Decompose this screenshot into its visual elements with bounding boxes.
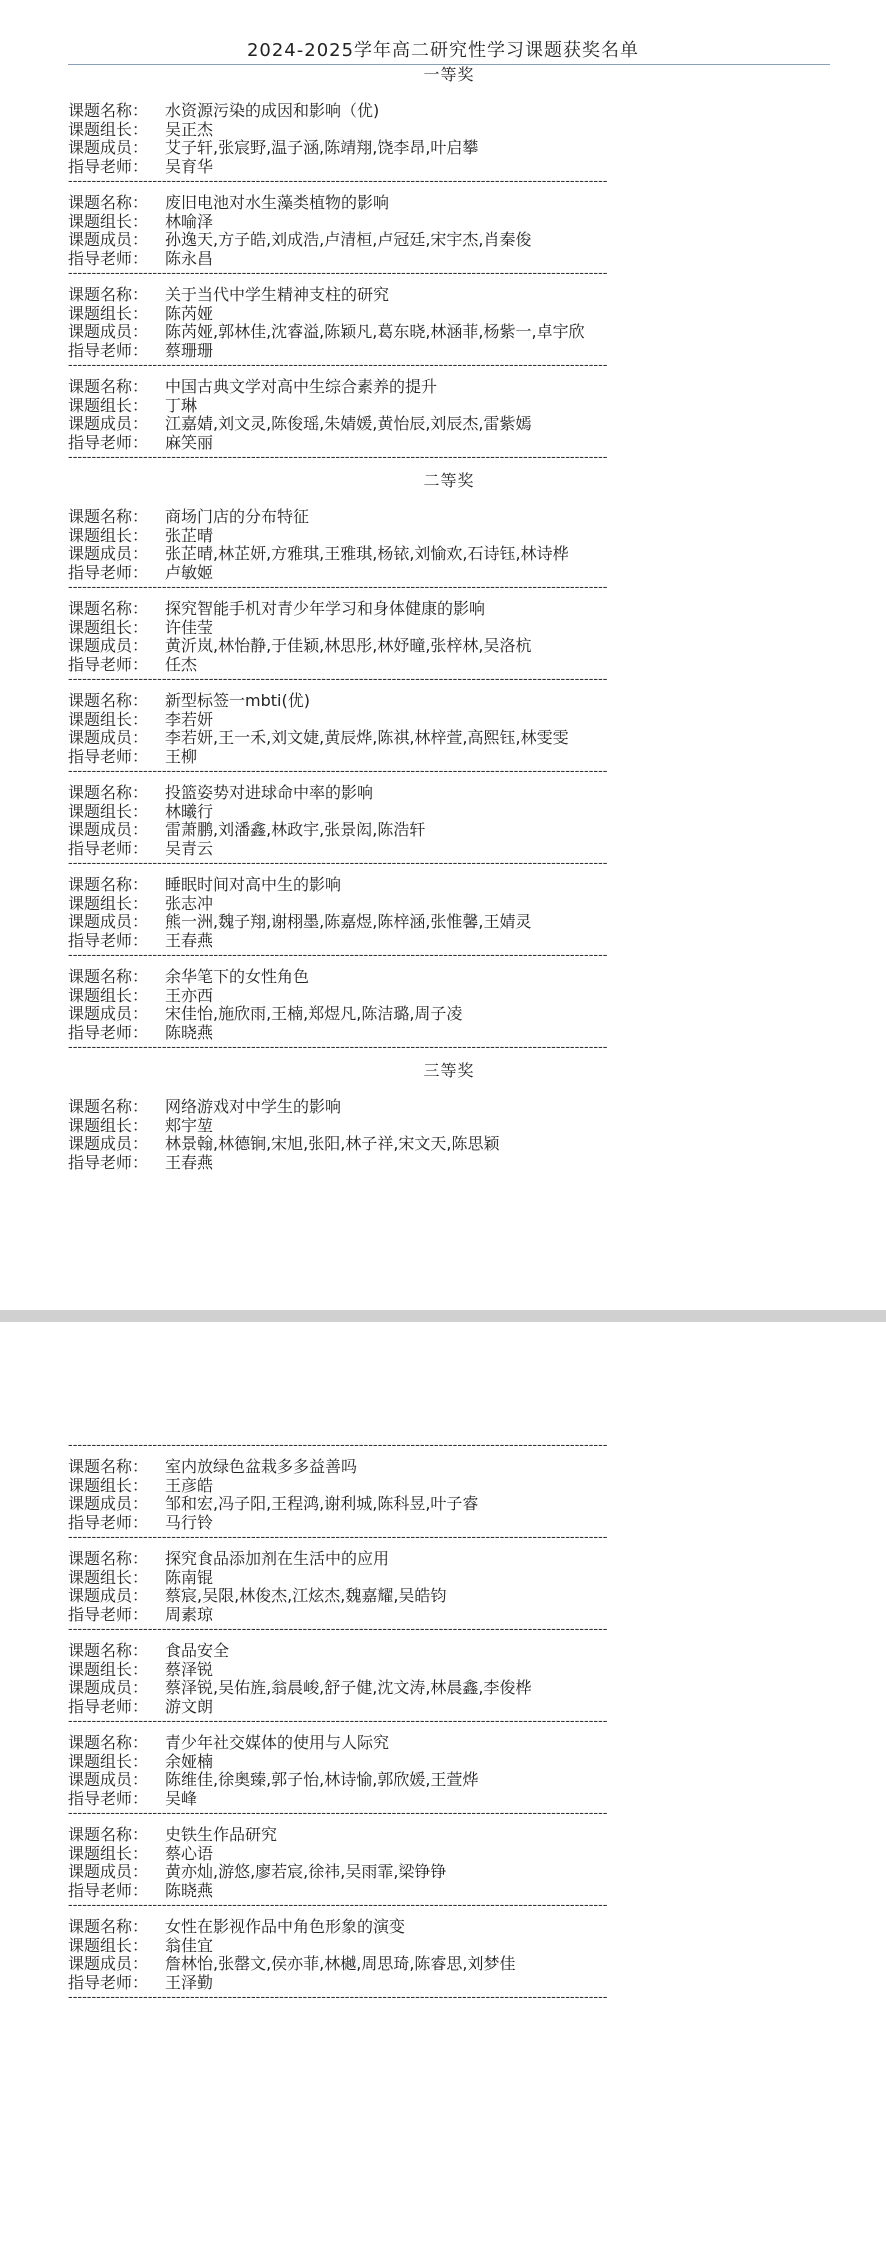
project-members-label: 课题成员： — [68, 1004, 149, 1023]
project-members-row — [68, 323, 830, 342]
project-leader-label: 课题组长： — [68, 1115, 149, 1135]
project-name-row — [68, 1098, 830, 1117]
project-members-value: 雷萧鹏,刘潘鑫,林政宇,张景闳,陈浩轩 — [165, 820, 426, 839]
project-members-value: 张芷晴,林芷妍,方雅琪,王雅琪,杨铱,刘愉欢,石诗钰,林诗桦 — [165, 544, 569, 563]
project-leader-row — [68, 305, 830, 324]
project-entry — [68, 286, 830, 360]
project-members-label: 课题成员： — [68, 728, 149, 747]
project-teacher-row — [68, 564, 830, 583]
project-leader-label: 课题组长： — [68, 1659, 149, 1679]
project-members-row — [68, 913, 830, 932]
project-entry — [68, 876, 830, 950]
project-leader-value: 陈南锟 — [165, 1567, 214, 1587]
project-name-value: 食品安全 — [165, 1641, 230, 1660]
document-page-2 — [0, 1322, 886, 2258]
project-teacher-row — [68, 1514, 830, 1533]
separator-line: ------------------------------------------------------------------------------------------------------------------- — [68, 950, 608, 962]
separator-line: ------------------------------------------------------------------------------------------------------------------- — [68, 1624, 608, 1636]
project-name-row — [68, 692, 830, 711]
project-teacher-row — [68, 1154, 830, 1173]
project-name-label: 课题名称： — [68, 1733, 149, 1752]
project-members-label: 课题成员： — [68, 636, 149, 655]
project-members-row — [68, 1135, 830, 1154]
project-teacher-value: 卢敏姬 — [165, 562, 214, 582]
separator-line: ------------------------------------------------------------------------------------------------------------------- — [68, 1992, 608, 2004]
project-members-row — [68, 1771, 830, 1790]
project-entry — [68, 692, 830, 766]
project-leader-label: 课题组长： — [68, 985, 149, 1005]
project-name-label: 课题名称： — [68, 1549, 149, 1568]
project-leader-label: 课题组长： — [68, 709, 149, 729]
project-entry — [68, 1734, 830, 1808]
project-name-value: 商场门店的分布特征 — [165, 507, 310, 526]
project-entry — [68, 1918, 830, 1992]
project-leader-value: 蔡泽锐 — [165, 1659, 214, 1679]
project-members-row — [68, 821, 830, 840]
project-teacher-row — [68, 840, 830, 859]
project-members-label: 课题成员： — [68, 1134, 149, 1153]
project-teacher-row — [68, 250, 830, 269]
project-teacher-label: 指导老师： — [68, 1604, 149, 1624]
project-leader-label: 课题组长： — [68, 525, 149, 545]
project-members-value: 艾子轩,张宸野,温子涵,陈靖翔,饶李昂,叶启攀 — [165, 138, 479, 157]
project-leader-label: 课题组长： — [68, 893, 149, 913]
project-name-value: 网络游戏对中学生的影响 — [165, 1097, 342, 1116]
document-title: 2024-2025学年高二研究性学习课题获奖名单 — [246, 40, 640, 61]
project-members-value: 蔡宸,吴限,林俊杰,江炫杰,魏嘉耀,吴皓钧 — [165, 1586, 447, 1605]
project-leader-row — [68, 1845, 830, 1864]
project-teacher-label: 指导老师： — [68, 1022, 149, 1042]
project-leader-value: 蔡心语 — [165, 1843, 214, 1863]
project-members-label: 课题成员： — [68, 912, 149, 931]
project-name-value: 女性在影视作品中角色形象的演变 — [165, 1917, 406, 1936]
project-leader-row — [68, 895, 830, 914]
project-name-label: 课题名称： — [68, 691, 149, 710]
project-name-row — [68, 968, 830, 987]
project-members-row — [68, 729, 830, 748]
project-leader-value: 余娅楠 — [165, 1751, 214, 1771]
project-leader-row — [68, 987, 830, 1006]
heading-spacing — [68, 1082, 830, 1098]
project-teacher-value: 王泽勤 — [165, 1972, 214, 1992]
project-members-row — [68, 1955, 830, 1974]
project-leader-row — [68, 1477, 830, 1496]
project-name-label: 课题名称： — [68, 967, 149, 986]
project-name-label: 课题名称： — [68, 101, 149, 120]
separator-line: ------------------------------------------------------------------------------------------------------------------- — [68, 452, 608, 464]
project-entry — [68, 378, 830, 452]
project-members-label: 课题成员： — [68, 414, 149, 433]
prize-level-heading: 一等奖 — [423, 65, 475, 84]
separator-line: ------------------------------------------------------------------------------------------------------------------- — [68, 1440, 608, 1452]
project-name-label: 课题名称： — [68, 285, 149, 304]
project-name-row — [68, 1826, 830, 1845]
project-name-row — [68, 378, 830, 397]
project-leader-row — [68, 1937, 830, 1956]
separator-line: ------------------------------------------------------------------------------------------------------------------- — [68, 1532, 608, 1544]
project-teacher-label: 指导老师： — [68, 1880, 149, 1900]
project-name-row — [68, 876, 830, 895]
project-leader-row — [68, 213, 830, 232]
project-leader-value: 许佳莹 — [165, 617, 214, 637]
project-leader-label: 课题组长： — [68, 1843, 149, 1863]
project-members-label: 课题成员： — [68, 1586, 149, 1605]
prize-level-heading: 二等奖 — [423, 471, 475, 490]
project-leader-label: 课题组长： — [68, 303, 149, 323]
project-teacher-label: 指导老师： — [68, 562, 149, 582]
project-entry — [68, 1098, 830, 1172]
separator-line: ------------------------------------------------------------------------------------------------------------------- — [68, 1900, 608, 1912]
project-members-row — [68, 231, 830, 250]
project-entry — [68, 1550, 830, 1624]
project-members-label: 课题成员： — [68, 1862, 149, 1881]
project-leader-row — [68, 803, 830, 822]
project-members-row — [68, 545, 830, 564]
project-leader-label: 课题组长： — [68, 395, 149, 415]
project-name-value: 探究智能手机对青少年学习和身体健康的影响 — [165, 599, 486, 618]
awards-list — [68, 64, 830, 1172]
project-teacher-label: 指导老师： — [68, 1788, 149, 1808]
project-leader-value: 王彦皓 — [165, 1475, 214, 1495]
project-name-value: 史铁生作品研究 — [165, 1825, 278, 1844]
project-entry — [68, 1826, 830, 1900]
project-entry — [68, 968, 830, 1042]
project-teacher-value: 周素琼 — [165, 1604, 214, 1624]
project-entry — [68, 600, 830, 674]
project-members-value: 李若妍,王一禾,刘文婕,黄辰烨,陈祺,林梓萱,高熙钰,林雯雯 — [165, 728, 569, 747]
project-members-label: 课题成员： — [68, 544, 149, 563]
project-members-label: 课题成员： — [68, 1494, 149, 1513]
project-name-label: 课题名称： — [68, 1825, 149, 1844]
project-leader-label: 课题组长： — [68, 617, 149, 637]
project-name-value: 余华笔下的女性角色 — [165, 967, 310, 986]
project-teacher-value: 吴峰 — [165, 1788, 198, 1808]
project-teacher-value: 马行铃 — [165, 1512, 214, 1532]
separator-line: ------------------------------------------------------------------------------------------------------------------- — [68, 1716, 608, 1728]
project-leader-value: 林曦行 — [165, 801, 214, 821]
separator-line: ------------------------------------------------------------------------------------------------------------------- — [68, 582, 608, 594]
project-members-value: 陈维佳,徐奥臻,郭子怡,林诗愉,郭欣媛,王萱烨 — [165, 1770, 479, 1789]
project-members-row — [68, 139, 830, 158]
project-entry — [68, 102, 830, 176]
project-members-row — [68, 1587, 830, 1606]
project-members-label: 课题成员： — [68, 1770, 149, 1789]
project-teacher-row — [68, 932, 830, 951]
separator-line: ------------------------------------------------------------------------------------------------------------------- — [68, 268, 608, 280]
separator-line: ------------------------------------------------------------------------------------------------------------------- — [68, 176, 608, 188]
project-name-label: 课题名称： — [68, 507, 149, 526]
project-entry — [68, 1458, 830, 1532]
project-members-label: 课题成员： — [68, 1954, 149, 1973]
project-name-value: 室内放绿色盆栽多多益善吗 — [165, 1457, 358, 1476]
project-name-value: 青少年社交媒体的使用与人际究 — [165, 1733, 390, 1752]
project-teacher-value: 吴育华 — [165, 156, 214, 176]
project-name-row — [68, 1550, 830, 1569]
project-leader-value: 翁佳宜 — [165, 1935, 214, 1955]
project-entry — [68, 784, 830, 858]
project-teacher-row — [68, 656, 830, 675]
project-name-value: 投篮姿势对进球命中率的影响 — [165, 783, 374, 802]
project-teacher-value: 陈晓燕 — [165, 1022, 214, 1042]
project-name-value: 新型标签一mbti(优) — [165, 691, 310, 710]
project-entry — [68, 194, 830, 268]
project-name-row — [68, 600, 830, 619]
project-teacher-label: 指导老师： — [68, 432, 149, 452]
project-members-value: 江嘉婧,刘文灵,陈俊瑶,朱婧媛,黄怡辰,刘辰杰,雷紫嫣 — [165, 414, 532, 433]
project-teacher-value: 陈晓燕 — [165, 1880, 214, 1900]
project-teacher-label: 指导老师： — [68, 1696, 149, 1716]
project-leader-value: 王亦西 — [165, 985, 214, 1005]
project-leader-row — [68, 1661, 830, 1680]
project-leader-label: 课题组长： — [68, 1475, 149, 1495]
project-members-value: 陈芮娅,郭林佳,沈睿溢,陈颖凡,葛东晓,林涵菲,杨紫一,卓宇欣 — [165, 322, 585, 341]
project-leader-value: 陈芮娅 — [165, 303, 214, 323]
project-leader-value: 张志冲 — [165, 893, 214, 913]
project-leader-row — [68, 1569, 830, 1588]
project-leader-row — [68, 619, 830, 638]
heading-spacing — [68, 86, 830, 102]
project-name-row — [68, 1918, 830, 1937]
separator-line: ------------------------------------------------------------------------------------------------------------------- — [68, 674, 608, 686]
project-leader-row — [68, 527, 830, 546]
project-teacher-row — [68, 434, 830, 453]
project-members-value: 蔡泽锐,吴佑旌,翁晨峻,舒子健,沈文涛,林晨鑫,李俊桦 — [165, 1678, 532, 1697]
project-leader-row — [68, 397, 830, 416]
project-members-label: 课题成员： — [68, 138, 149, 157]
project-teacher-row — [68, 748, 830, 767]
separator-line: ------------------------------------------------------------------------------------------------------------------- — [68, 1042, 608, 1054]
project-members-value: 宋佳怡,施欣雨,王楠,郑煜凡,陈洁璐,周子凌 — [165, 1004, 463, 1023]
project-teacher-label: 指导老师： — [68, 930, 149, 950]
project-teacher-label: 指导老师： — [68, 654, 149, 674]
separator-spacing — [68, 2004, 830, 2010]
project-name-row — [68, 1642, 830, 1661]
project-name-label: 课题名称： — [68, 1641, 149, 1660]
project-teacher-row — [68, 1698, 830, 1717]
project-teacher-row — [68, 1606, 830, 1625]
project-members-label: 课题成员： — [68, 230, 149, 249]
heading-spacing — [68, 492, 830, 508]
project-name-row — [68, 286, 830, 305]
project-entry — [68, 508, 830, 582]
project-members-label: 课题成员： — [68, 820, 149, 839]
project-name-label: 课题名称： — [68, 599, 149, 618]
project-name-value: 水资源污染的成因和影响（优) — [165, 101, 380, 120]
separator-line: ------------------------------------------------------------------------------------------------------------------- — [68, 766, 608, 778]
project-name-label: 课题名称： — [68, 783, 149, 802]
project-name-label: 课题名称： — [68, 1917, 149, 1936]
project-leader-label: 课题组长： — [68, 801, 149, 821]
project-teacher-value: 吴青云 — [165, 838, 214, 858]
project-name-label: 课题名称： — [68, 875, 149, 894]
project-leader-value: 丁琳 — [165, 395, 198, 415]
awards-list-continued — [68, 1440, 830, 2010]
project-leader-value: 吴正杰 — [165, 119, 214, 139]
project-members-row — [68, 1679, 830, 1698]
project-leader-value: 张芷晴 — [165, 525, 214, 545]
project-teacher-row — [68, 1790, 830, 1809]
project-members-value: 黄沂岚,林怡静,于佳颖,林思彤,林妤曈,张梓林,吴洛杭 — [165, 636, 532, 655]
project-leader-label: 课题组长： — [68, 1935, 149, 1955]
project-name-label: 课题名称： — [68, 1457, 149, 1476]
project-teacher-label: 指导老师： — [68, 746, 149, 766]
project-members-row — [68, 1495, 830, 1514]
project-leader-label: 课题组长： — [68, 119, 149, 139]
project-members-value: 詹林怡,张罄文,侯亦菲,林樾,周思琦,陈睿思,刘梦佳 — [165, 1954, 516, 1973]
project-leader-row — [68, 711, 830, 730]
separator-line: ------------------------------------------------------------------------------------------------------------------- — [68, 858, 608, 870]
project-members-row — [68, 415, 830, 434]
project-teacher-value: 游文朗 — [165, 1696, 214, 1716]
project-teacher-label: 指导老师： — [68, 1512, 149, 1532]
project-name-value: 睡眠时间对高中生的影响 — [165, 875, 342, 894]
project-teacher-value: 蔡珊珊 — [165, 340, 214, 360]
project-name-label: 课题名称： — [68, 377, 149, 396]
project-teacher-value: 任杰 — [165, 654, 198, 674]
project-name-row — [68, 508, 830, 527]
project-members-value: 孙逸天,方子皓,刘成浩,卢清桓,卢冠廷,宋宇杰,肖秦俊 — [165, 230, 532, 249]
project-teacher-row — [68, 342, 830, 361]
project-members-value: 黄亦灿,游悠,廖若宸,徐祎,吴雨霏,梁铮铮 — [165, 1862, 447, 1881]
project-name-label: 课题名称： — [68, 193, 149, 212]
project-name-value: 废旧电池对水生藻类植物的影响 — [165, 193, 390, 212]
project-name-row — [68, 784, 830, 803]
project-name-value: 探究食品添加剂在生活中的应用 — [165, 1549, 390, 1568]
project-teacher-label: 指导老师： — [68, 1972, 149, 1992]
project-teacher-value: 陈永昌 — [165, 248, 214, 268]
separator-line: ------------------------------------------------------------------------------------------------------------------- — [68, 360, 608, 372]
project-leader-label: 课题组长： — [68, 1567, 149, 1587]
project-teacher-value: 王春燕 — [165, 930, 214, 950]
project-members-row — [68, 1863, 830, 1882]
project-members-value: 熊一洲,魏子翔,谢栩墨,陈嘉煜,陈梓涵,张惟馨,王婧灵 — [165, 912, 532, 931]
project-name-row — [68, 102, 830, 121]
project-name-value: 关于当代中学生精神支柱的研究 — [165, 285, 390, 304]
project-leader-row — [68, 1117, 830, 1136]
project-leader-row — [68, 1753, 830, 1772]
project-leader-label: 课题组长： — [68, 1751, 149, 1771]
project-leader-value: 李若妍 — [165, 709, 214, 729]
project-teacher-value: 王柳 — [165, 746, 198, 766]
project-members-row — [68, 1005, 830, 1024]
project-teacher-label: 指导老师： — [68, 156, 149, 176]
project-name-row — [68, 1734, 830, 1753]
separator-line: ------------------------------------------------------------------------------------------------------------------- — [68, 1808, 608, 1820]
page-break — [0, 1310, 886, 1322]
project-leader-value: 林喻泽 — [165, 211, 214, 231]
project-members-label: 课题成员： — [68, 322, 149, 341]
project-entry — [68, 1642, 830, 1716]
project-teacher-row — [68, 1024, 830, 1043]
project-name-value: 中国古典文学对高中生综合素养的提升 — [165, 377, 438, 396]
project-teacher-label: 指导老师： — [68, 838, 149, 858]
project-leader-label: 课题组长： — [68, 211, 149, 231]
project-name-label: 课题名称： — [68, 1097, 149, 1116]
project-teacher-label: 指导老师： — [68, 340, 149, 360]
project-leader-value: 郏宇堃 — [165, 1115, 214, 1135]
project-name-row — [68, 194, 830, 213]
project-teacher-row — [68, 1882, 830, 1901]
project-name-row — [68, 1458, 830, 1477]
project-teacher-label: 指导老师： — [68, 1152, 149, 1172]
project-members-value: 林景翰,林德锏,宋旭,张阳,林子祥,宋文天,陈思颖 — [165, 1134, 500, 1153]
project-members-label: 课题成员： — [68, 1678, 149, 1697]
project-teacher-row — [68, 1974, 830, 1993]
project-teacher-value: 王春燕 — [165, 1152, 214, 1172]
prize-level-heading: 三等奖 — [423, 1061, 475, 1080]
project-members-value: 邹和宏,冯子阳,王程鸿,谢利城,陈科昱,叶子睿 — [165, 1494, 479, 1513]
project-members-row — [68, 637, 830, 656]
project-leader-row — [68, 121, 830, 140]
project-teacher-value: 麻笑丽 — [165, 432, 214, 452]
project-teacher-row — [68, 158, 830, 177]
project-teacher-label: 指导老师： — [68, 248, 149, 268]
